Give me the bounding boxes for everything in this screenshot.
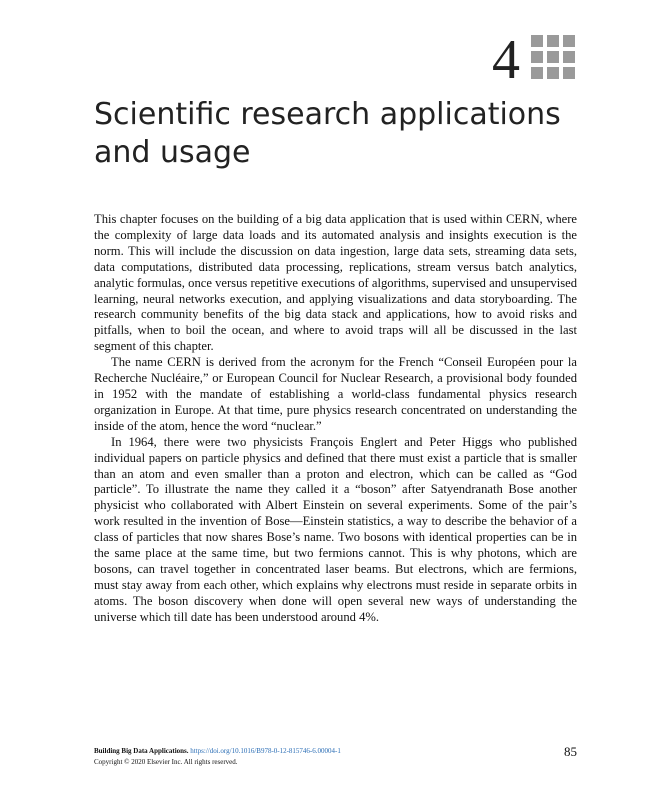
decor-square	[547, 51, 559, 63]
decor-square	[563, 51, 575, 63]
paragraph: This chapter focuses on the building of a big data application that is used within CERN, where the complexity of large data loads and its automated analysis and insights execution is the norm. This will include the discussion on data ingestion, large data sets, streaming data sets, data computations, distributed data processing, replications, stream versus batch analytics, analytic formulas, once versus repetitive executions of algorithms, supervised and unsupervised learning, neural networks execution, and applying visualizations and data storyboarding. The research community benefits of the big data stack and applications, how to avoid risks and pitfalls, when to boil the ocean, and where to avoid traps will all be discussed in the last segment of this chapter.	[94, 212, 577, 354]
decor-square	[547, 67, 559, 79]
chapter-body	[94, 212, 577, 626]
chapter-decoration	[531, 35, 575, 79]
decor-square	[563, 67, 575, 79]
chapter-number: 4	[492, 29, 520, 91]
copyright-notice: Copyright © 2020 Elsevier Inc. All rights reserved.	[94, 758, 238, 766]
decor-square	[531, 51, 543, 63]
decor-square	[531, 67, 543, 79]
decor-square	[563, 35, 575, 47]
paragraph: The name CERN is derived from the acronym for the French “Conseil Européen pour la Recherche Nucléaire,” or European Council for Nuclear Research, a provisional body founded in 1952 with the mandate of establishing a world-class fundamental physics research organization in Europe. At that time, pure physics research concentrated on understanding the inside of the atom, hence the word “nuclear.”	[94, 355, 577, 433]
decor-square	[547, 35, 559, 47]
paragraph: In 1964, there were two physicists François Englert and Peter Higgs who published individual papers on particle physics and defined that there must exist a particle that is smaller than an atom and even smaller than a proton and electron, which can be called as “God particle”. To illustrate the name they called it a “boson” after Satyendranath Bose another physicist who collaborated with Albert Einstein on several experiments. Some of the pair’s work resulted in the invention of Bose—Einstein statistics, a way to describe the behavior of a class of particles that now shares Bose’s name. Two bosons with identical properties can be in the same place at the same time, but two fermions cannot. This is why photons, which are bosons, can travel together in concentrated laser beams. But electrons, which are fermions, must stay away from each other, which explains why electrons must reside in separate orbits in atoms. The boson discovery when done will open several new ways of understanding the universe which till date has been understood around 4%.	[94, 434, 577, 624]
doi-link[interactable]: https://doi.org/10.1016/B978-0-12-815746-6.00004-1	[190, 747, 341, 755]
page-number: 85	[564, 744, 577, 759]
decor-square	[531, 35, 543, 47]
book-title: Building Big Data Applications.	[94, 747, 189, 755]
footer-citation	[94, 746, 341, 768]
chapter-title: Scientific research applications and usage	[94, 97, 561, 170]
